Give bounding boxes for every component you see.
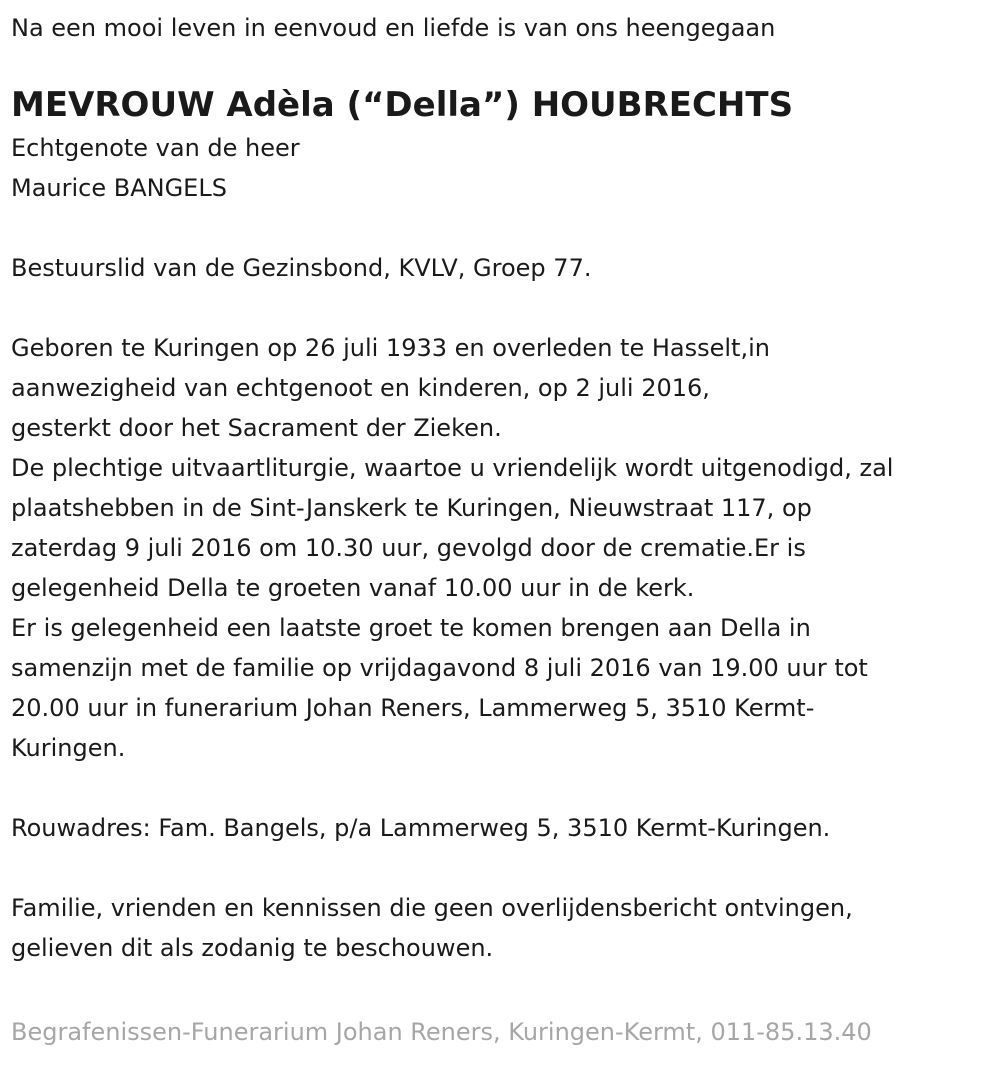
deceased-name: MEVROUW Adèla (“Della”) HOUBRECHTS (11, 85, 794, 125)
board-member-text: Bestuurslid van de Gezinsbond, KVLV, Groep 77. (11, 254, 592, 282)
mourning-address: Rouwadres: Fam. Bangels, p/a Lammerweg 5, 3510 Kermt-Kuringen. (11, 814, 831, 842)
spacer (11, 208, 1000, 248)
body-line: 20.00 uur in funerarium Johan Reners, Lammerweg 5, 3510 Kermt- (11, 694, 815, 722)
body-line: plaatshebben in de Sint-Janskerk te Kuringen, Nieuwstraat 117, op (11, 494, 812, 522)
body-line: samenzijn met de familie op vrijdagavond 8 juli 2016 van 19.00 uur tot (11, 654, 868, 682)
body-line: Kuringen. (11, 734, 126, 762)
closing-paragraph (11, 888, 1000, 968)
closing-line: Familie, vrienden en kennissen die geen overlijdensbericht ontvingen, (11, 894, 853, 922)
body-line: zaterdag 9 juli 2016 om 10.30 uur, gevolgd door de crematie.Er is (11, 534, 806, 562)
body-line: gelegenheid Della te groeten vanaf 10.00 uur in de kerk. (11, 574, 695, 602)
spouse-line-1: Echtgenote van de heer (11, 134, 300, 162)
body-line: Geboren te Kuringen op 26 juli 1933 en overleden te Hasselt,in (11, 334, 770, 362)
body-paragraph (11, 328, 1000, 768)
spacer (11, 768, 1000, 808)
body-line: Er is gelegenheid een laatste groet te komen brengen aan Della in (11, 614, 811, 642)
body-line: gesterkt door het Sacrament der Zieken. (11, 414, 502, 442)
body-line: De plechtige uitvaartliturgie, waartoe u vriendelijk wordt uitgenodigd, zal (11, 454, 894, 482)
intro-text: Na een mooi leven in eenvoud en liefde is van ons heengegaan (11, 14, 776, 42)
funeral-home-footer: Begrafenissen-Funerarium Johan Reners, Kuringen-Kermt, 011-85.13.40 (11, 1018, 872, 1046)
spacer (11, 288, 1000, 328)
spacer (11, 848, 1000, 888)
body-line: aanwezigheid van echtgenoot en kinderen, op 2 juli 2016, (11, 374, 710, 402)
closing-line: gelieven dit als zodanig te beschouwen. (11, 934, 494, 962)
spouse-line-2: Maurice BANGELS (11, 174, 227, 202)
